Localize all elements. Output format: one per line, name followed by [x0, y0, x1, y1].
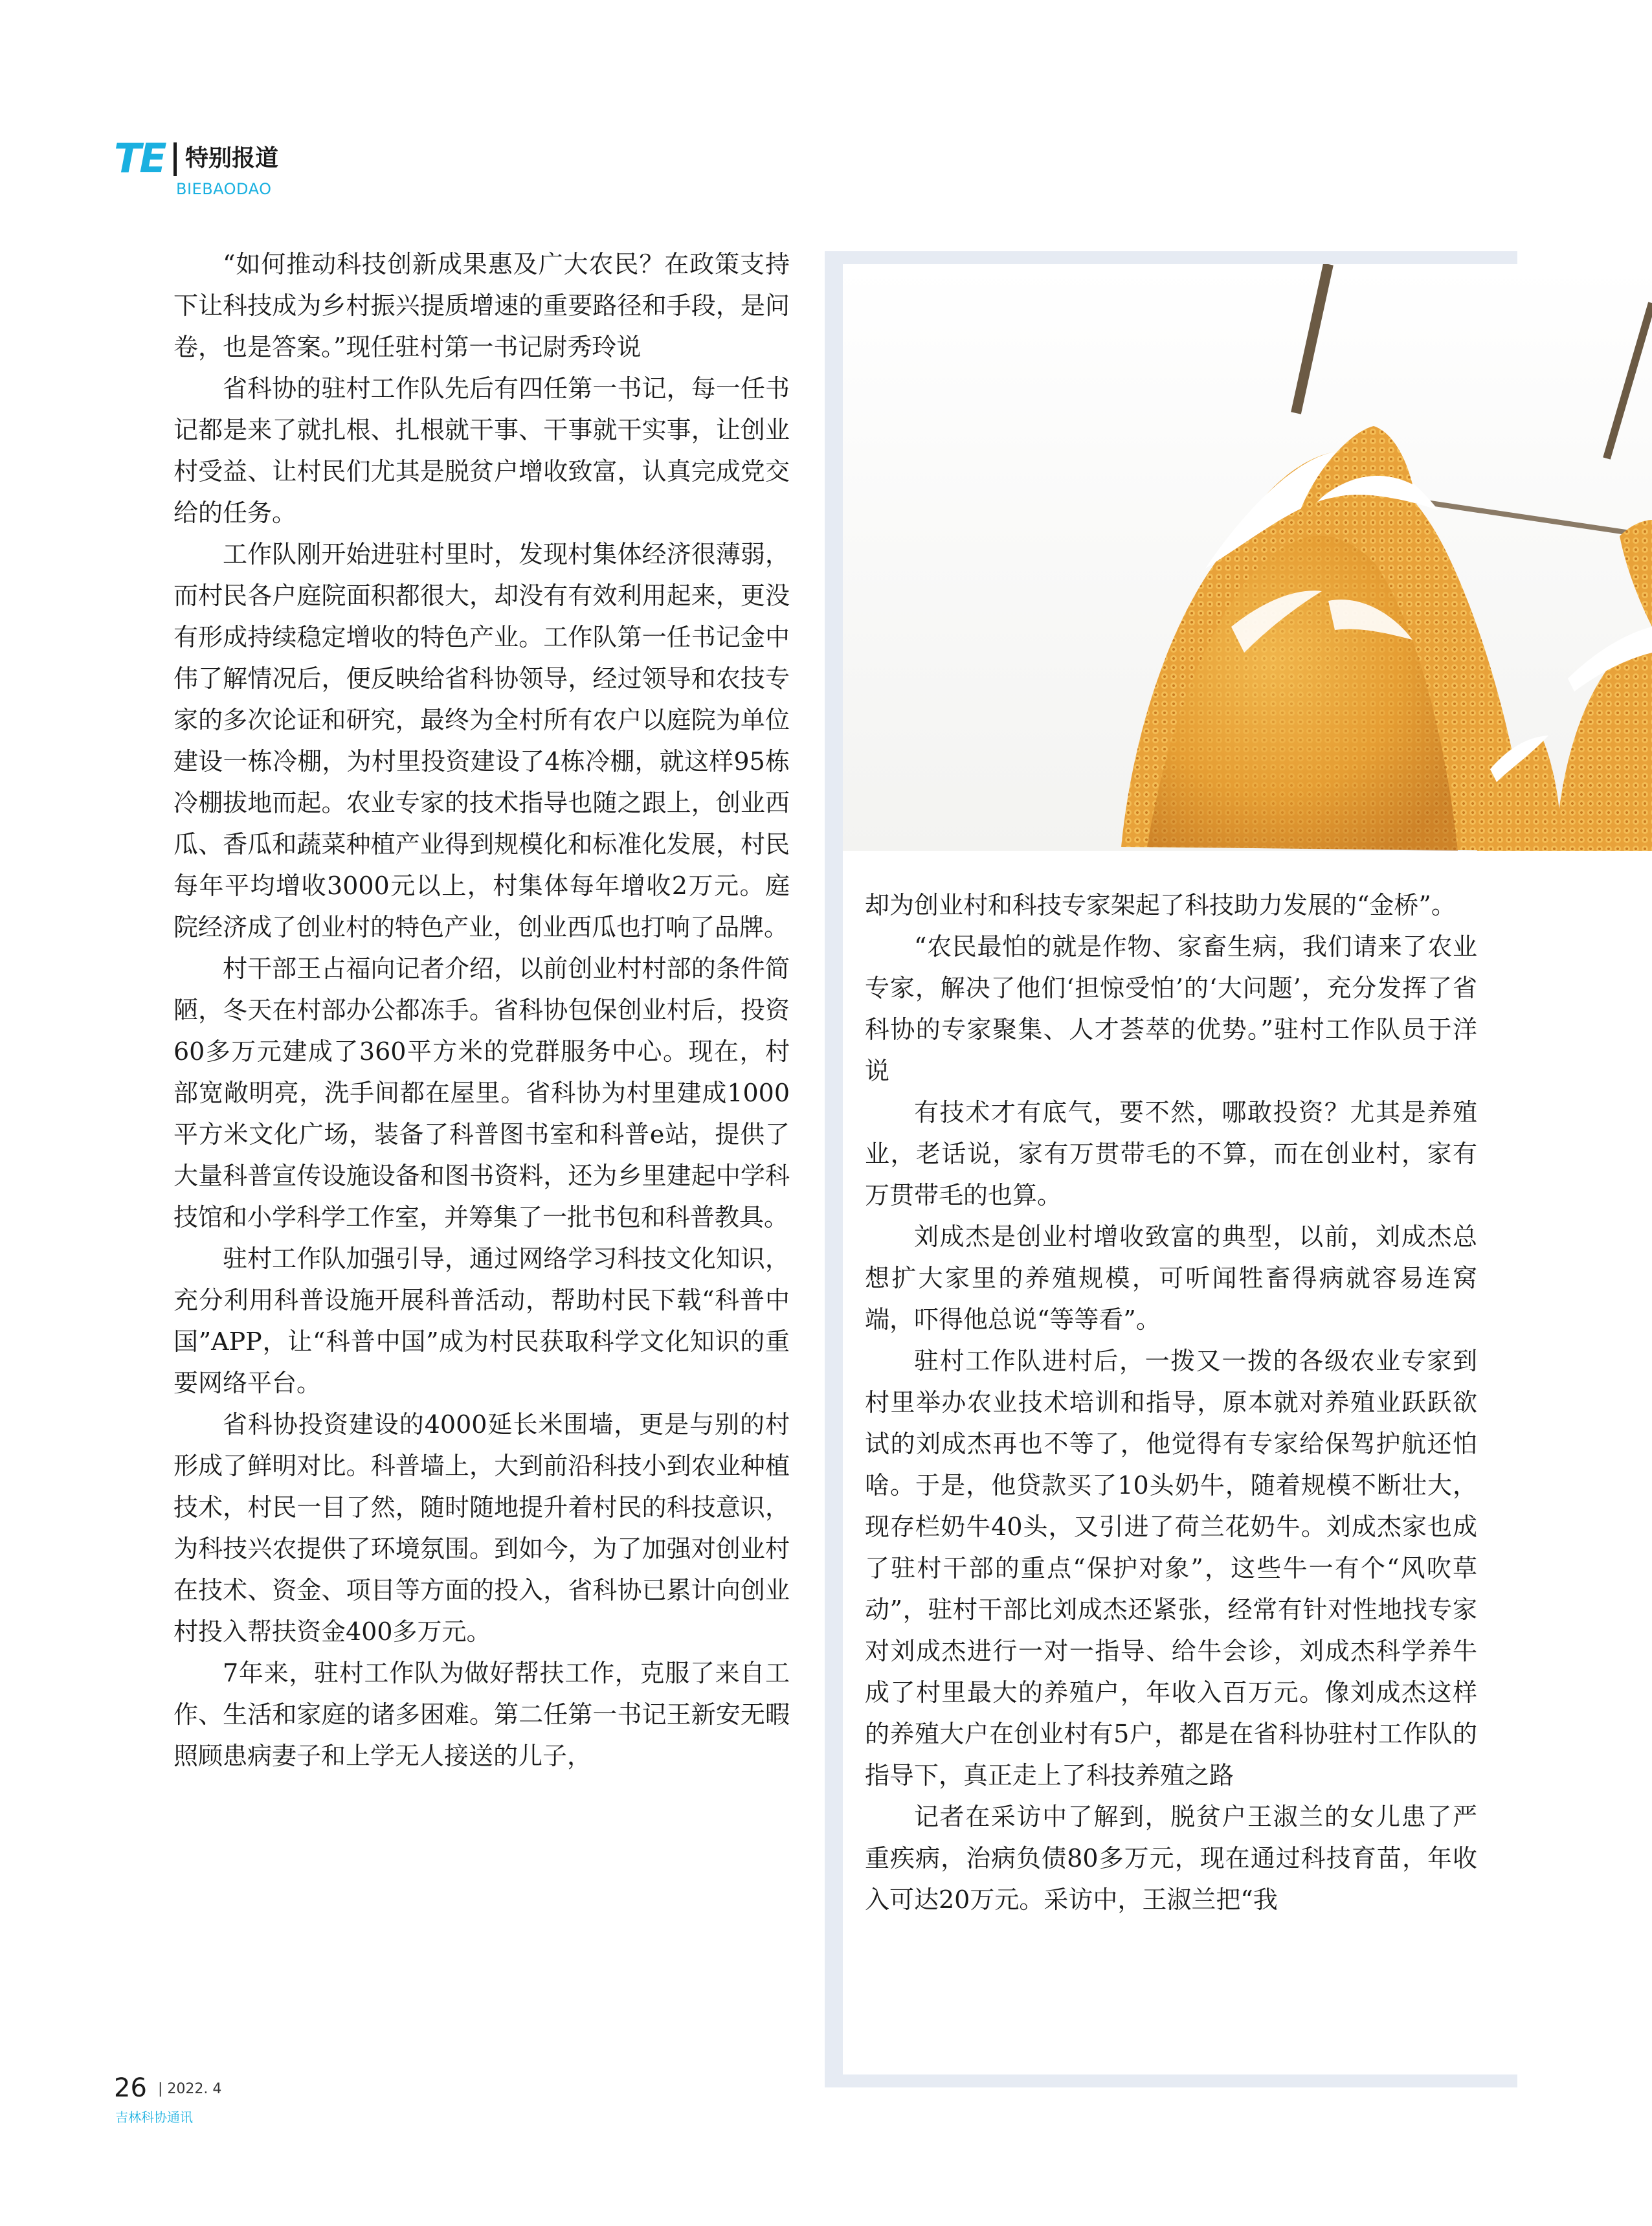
logo-divider [173, 142, 177, 176]
paragraph: 刘成杰是创业村增收致富的典型，以前，刘成杰总想扩大家里的养殖规模，可听闻牲畜得病就容易连窝端，吓得他总说“等等看”。 [865, 1222, 1477, 1334]
paragraph: “如何推动科技创新成果惠及广大农民？在政策支持下让科技成为乡村振兴提质增速的重要路径和手段，是问卷，也是答案。”现任驻村第一书记尉秀玲说 [173, 250, 790, 361]
paragraph: 有技术才有底气，要不然，哪敢投资？尤其是养殖业，老话说，家有万贯带毛的不算，而在创业村，家有万贯带毛的也算。 [865, 1098, 1477, 1209]
paragraph: 工作队刚开始进驻村里时，发现村集体经济很薄弱，而村民各户庭院面积都很大，却没有有效利用起来，更没有形成持续稳定增收的特色产业。工作队第一任书记金中伟了解情况后，便反映给省科协领导，经过领导和农技专家的多次论证和研究，最终为全村所有农户以庭院为单位建设一栋冷棚，为村里投资建设了4栋冷棚，就这样95栋冷棚拔地而起。农业专家的技术指导也随之跟上，创业西瓜、香瓜和蔬菜种植产业得到规模化和标准化发展，村民每年平均增收3000元以上，村集体每年增收2万元。庭院经济成了创业村的特色产业，创业西瓜也打响了品牌。 [173, 540, 790, 941]
article-left-column [173, 243, 790, 1777]
issue-date: | 2022. 4 [158, 2081, 222, 2097]
corn-photo [843, 264, 1652, 851]
publication-name: 吉林科协通讯 [115, 2109, 193, 2125]
snow-covered-corn-image [843, 264, 1652, 851]
article-right-column [865, 884, 1477, 1920]
paragraph: 记者在采访中了解到，脱贫户王淑兰的女儿患了严重疾病，治病负债80多万元，现在通过科技育苗，年收入可达20万元。采访中，王淑兰把“我 [865, 1803, 1477, 1914]
paragraph: 省科协投资建设的4000延长米围墙，更是与别的村形成了鲜明对比。科普墙上，大到前沿科技小到农业种植技术，村民一目了然，随时随地提升着村民的科技意识，为科技兴农提供了环境氛围。到如今，为了加强对创业村在技术、资金、项目等方面的投入，省科协已累计向创业村投入帮扶资金400多万元。 [173, 1410, 790, 1646]
paragraph: 村干部王占福向记者介绍，以前创业村村部的条件简陋，冬天在村部办公都冻手。省科协包保创业村后，投资60多万元建成了360平方米的党群服务中心。现在，村部宽敞明亮，洗手间都在屋里。省科协为村里建成1000平方米文化广场，装备了科普图书室和科普e站，提供了大量科普宣传设施设备和图书资料，还为乡里建起中学科技馆和小学科学工作室，并筹集了一批书包和科普教具。 [173, 954, 790, 1231]
paragraph: 驻村工作队进村后，一拨又一拨的各级农业专家到村里举办农业技术培训和指导，原本就对养殖业跃跃欲试的刘成杰再也不等了，他觉得有专家给保驾护航还怕啥。于是，他贷款买了10头奶牛，随着规模不断壮大，现存栏奶牛40头，又引进了荷兰花奶牛。刘成杰家也成了驻村干部的重点“保护对象”，这些牛一有个“风吹草动”，驻村干部比刘成杰还紧张，经常有针对性地找专家对刘成杰进行一对一指导、给牛会诊，刘成杰科学养牛成了村里最大的养殖户，年收入百万元。像刘成杰这样的养殖大户在创业村有5户，都是在省科协驻村工作队的指导下，真正走上了科技养殖之路 [865, 1347, 1477, 1790]
paragraph: “农民最怕的就是作物、家畜生病，我们请来了农业专家，解决了他们‘担惊受怕’的‘大问题’，充分发挥了省科协的专家聚集、人才荟萃的优势。”驻村工作队员于洋说 [865, 932, 1477, 1085]
section-subtitle: BIEBAODAO [176, 180, 272, 198]
magazine-logo: TE [114, 135, 165, 182]
paragraph: 7年来，驻村工作队为做好帮扶工作，克服了来自工作、生活和家庭的诸多困难。第二任第一书记王新安无暇照顾患病妻子和上学无人接送的儿子， [173, 1659, 790, 1770]
paragraph: 省科协的驻村工作队先后有四任第一书记，每一任书记都是来了就扎根、扎根就干事、干事就干实事，让创业村受益、让村民们尤其是脱贫户增收致富，认真完成党交给的任务。 [173, 374, 790, 527]
section-title: 特别报道 [185, 145, 279, 172]
page-number: 26 [114, 2073, 147, 2103]
paragraph: 驻村工作队加强引导，通过网络学习科技文化知识，充分利用科普设施开展科普活动，帮助村民下载“科普中国”APP，让“科普中国”成为村民获取科学文化知识的重要网络平台。 [173, 1244, 790, 1397]
paragraph: 却为创业村和科技专家架起了科技助力发展的“金桥”。 [865, 891, 1456, 919]
